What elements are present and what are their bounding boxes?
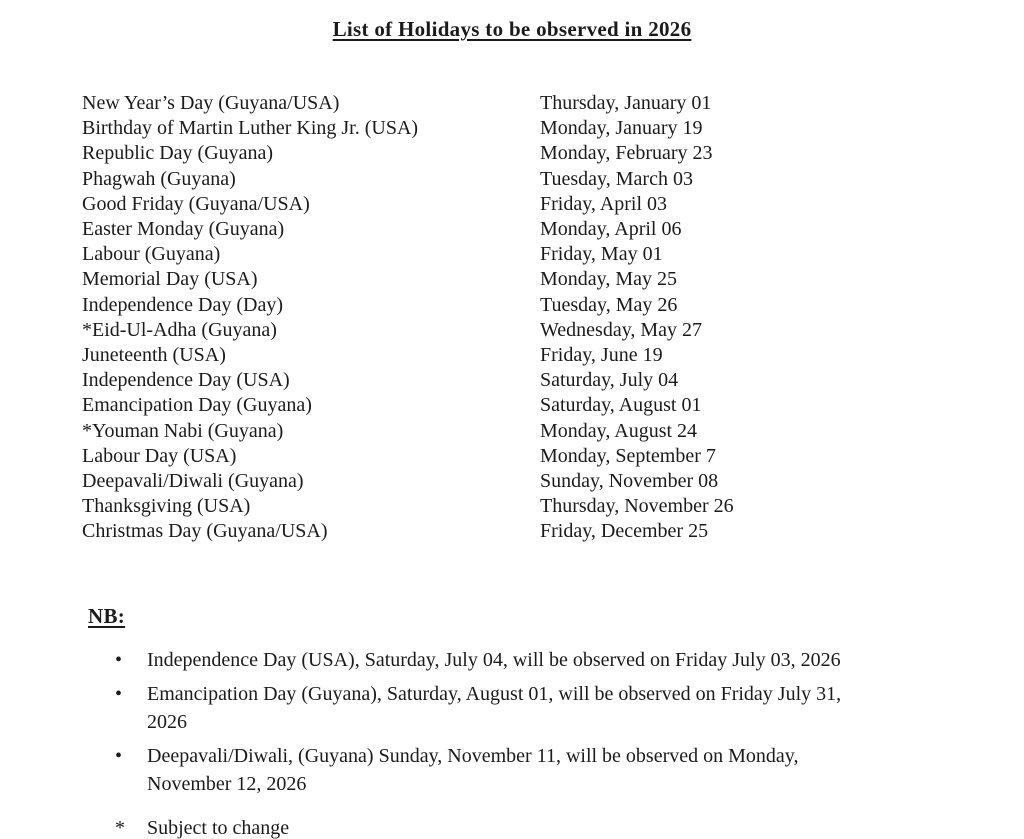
holiday-row [82, 217, 942, 242]
holiday-name: *Youman Nabi (Guyana) [82, 419, 284, 442]
holiday-date: Monday, May 25 [540, 268, 678, 291]
nb-bullet-item [88, 742, 948, 798]
footnote-asterisk: * [115, 817, 125, 839]
holiday-name: *Eid-Ul-Adha (Guyana) [82, 318, 277, 341]
holiday-row [82, 141, 942, 166]
holiday-date: Thursday, November 26 [540, 495, 734, 518]
holiday-row [82, 116, 942, 141]
holiday-row [82, 91, 942, 116]
nb-label: NB: [88, 604, 126, 628]
holiday-row [82, 343, 942, 368]
holiday-row [82, 419, 942, 444]
holiday-date: Tuesday, May 26 [540, 293, 678, 316]
footnote [88, 814, 948, 839]
holiday-date: Tuesday, March 03 [540, 167, 693, 190]
page-title: List of Holidays to be observed in 2026 [332, 17, 692, 41]
holiday-name: Deepavali/Diwali (Guyana) [82, 470, 304, 493]
holiday-row [82, 167, 942, 192]
holiday-name: Labour Day (USA) [82, 444, 237, 467]
nb-section [88, 604, 948, 839]
holiday-date: Friday, May 01 [540, 243, 663, 266]
holiday-name: Phagwah (Guyana) [82, 167, 236, 190]
nb-bullet-text: Emancipation Day (Guyana), Saturday, August 01, will be observed on Friday July 31, 2026 [147, 683, 842, 733]
holiday-date: Monday, January 19 [540, 117, 703, 140]
holiday-name: Independence Day (Day) [82, 293, 284, 316]
holiday-row [82, 444, 942, 469]
holiday-date: Saturday, August 01 [540, 394, 702, 417]
holiday-name: Birthday of Martin Luther King Jr. (USA) [82, 117, 419, 140]
bullet-icon: • [115, 683, 123, 705]
holiday-list [82, 91, 942, 545]
holiday-row [82, 293, 942, 318]
bullet-icon: • [115, 649, 123, 671]
footnote-text: Subject to change [147, 817, 290, 839]
holiday-name: Juneteenth (USA) [82, 344, 226, 367]
holiday-name: Emancipation Day (Guyana) [82, 394, 312, 417]
holiday-row [82, 469, 942, 494]
holiday-name: New Year’s Day (Guyana/USA) [82, 92, 340, 114]
holiday-date: Sunday, November 08 [540, 470, 719, 493]
holiday-row [82, 519, 942, 544]
holiday-date: Friday, June 19 [540, 344, 663, 367]
nb-bullet-text: Deepavali/Diwali, (Guyana) Sunday, November 11, will be observed on Monday, November 12, 2026 [147, 745, 799, 795]
holiday-date: Monday, February 23 [540, 142, 713, 165]
nb-bullet-text: Independence Day (USA), Saturday, July 04, will be observed on Friday July 03, 2026 [147, 649, 841, 671]
bullet-icon: • [115, 745, 123, 767]
holiday-row [82, 318, 942, 343]
holiday-name: Memorial Day (USA) [82, 268, 258, 291]
holiday-name: Republic Day (Guyana) [82, 142, 274, 165]
holiday-name: Good Friday (Guyana/USA) [82, 192, 310, 215]
nb-bullet-item [88, 680, 948, 736]
holiday-date: Friday, April 03 [540, 192, 668, 215]
holiday-row [82, 192, 942, 217]
holiday-date: Monday, September 7 [540, 444, 716, 467]
holiday-name: Independence Day (USA) [82, 369, 290, 392]
holiday-row [82, 494, 942, 519]
holiday-row [82, 242, 942, 267]
holiday-name: Easter Monday (Guyana) [82, 218, 285, 241]
holiday-date: Thursday, January 01 [540, 92, 712, 114]
holiday-row [82, 368, 942, 393]
holiday-row [82, 267, 942, 292]
holiday-name: Thanksgiving (USA) [82, 495, 251, 518]
holiday-name: Labour (Guyana) [82, 243, 221, 266]
holiday-date: Monday, April 06 [540, 218, 682, 241]
holiday-date: Saturday, July 04 [540, 369, 679, 392]
holiday-date: Wednesday, May 27 [540, 318, 703, 341]
nb-bullet-item [88, 646, 948, 674]
holiday-date: Friday, December 25 [540, 520, 709, 543]
holiday-name: Christmas Day (Guyana/USA) [82, 520, 328, 543]
nb-bullet-list [88, 646, 948, 798]
holiday-row [82, 393, 942, 418]
holiday-date: Monday, August 24 [540, 419, 698, 442]
